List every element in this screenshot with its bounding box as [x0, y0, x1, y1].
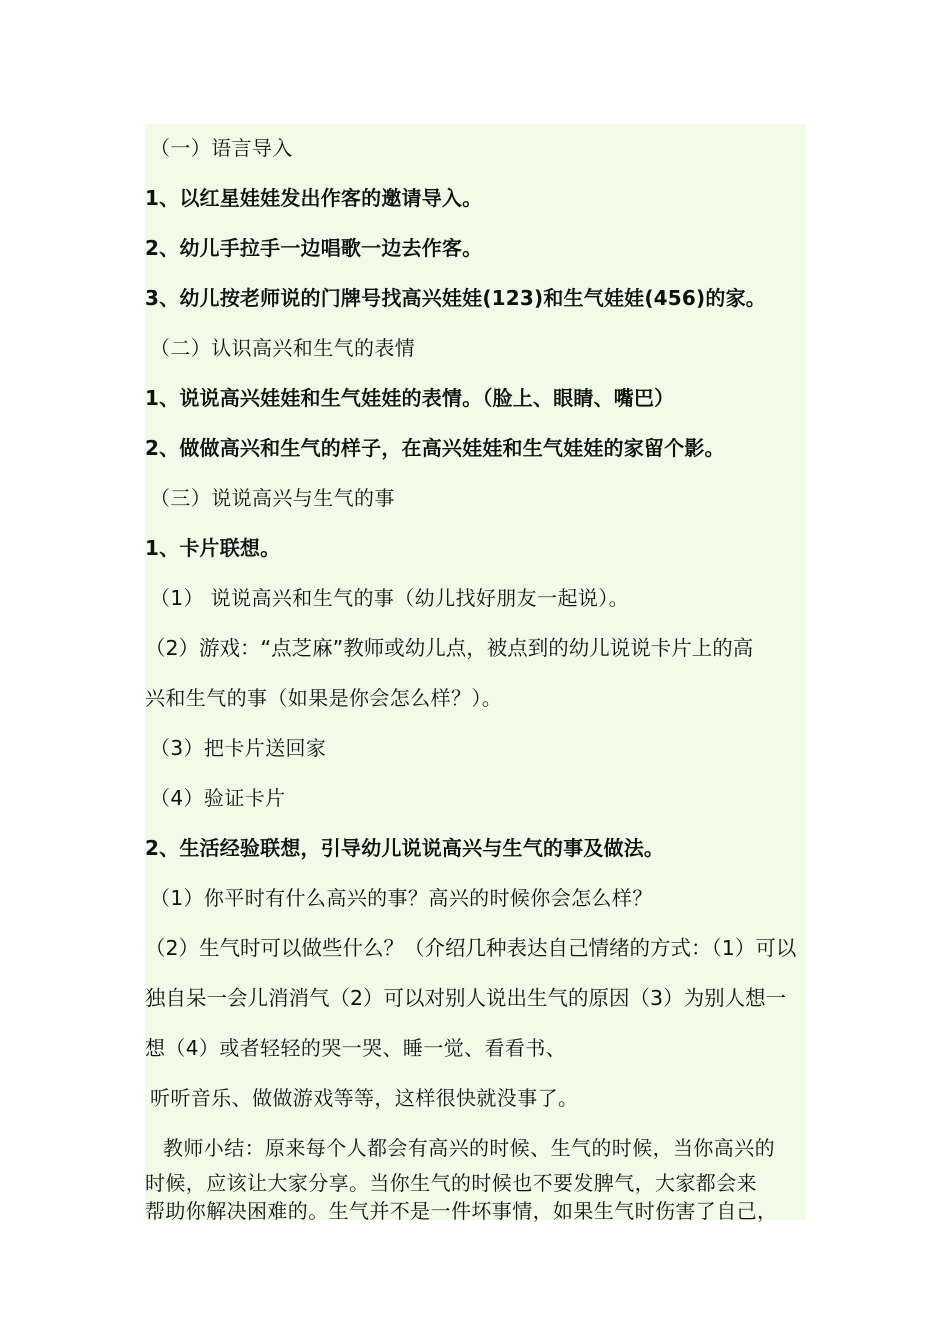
teacher-summary-line-2: 时候，应该让大家分享。当你生气的时候也不要发脾气，大家都会来: [145, 1171, 757, 1195]
teacher-summary-line-3: 帮助你解决困难的。生气并不是一件坏事情，如果生气时伤害了自己，: [145, 1199, 778, 1223]
step-2: 2、幼儿手拉手一边唱歌一边去作客。: [145, 236, 483, 260]
section-heading-3: （三）说说高兴与生气的事: [150, 486, 395, 510]
card-substep-2-line-1: （2）游戏：“点芝麻”教师或幼儿点，被点到的幼儿说说卡片上的高: [145, 636, 754, 660]
expression-step-1: 1、说说高兴娃娃和生气娃娃的表情。（脸上、眼睛、嘴巴）: [145, 386, 675, 410]
card-substep-1: （1） 说说高兴和生气的事（幼儿找好朋友一起说）。: [150, 586, 630, 610]
step-3: 3、幼儿按老师说的门牌号找高兴娃娃(123)和生气娃娃(456)的家。: [145, 286, 766, 310]
step-1: 1、以红星娃娃发出作客的邀请导入。: [145, 186, 483, 210]
section-heading-1: （一）语言导入: [150, 136, 293, 160]
life-substep-2-line-2: 独自呆一会儿消消气（2）可以对别人说出生气的原因（3）为别人想一: [145, 986, 787, 1010]
life-experience-step: 2、生活经验联想，引导幼儿说说高兴与生气的事及做法。: [145, 836, 665, 860]
expression-step-2: 2、做做高兴和生气的样子，在高兴娃娃和生气娃娃的家留个影。: [145, 436, 725, 460]
card-association-step: 1、卡片联想。: [145, 536, 281, 560]
life-substep-2-line-4: 听听音乐、做做游戏等等，这样很快就没事了。: [150, 1086, 579, 1110]
teacher-summary-line-1: 教师小结：原来每个人都会有高兴的时候、生气的时候，当你高兴的: [163, 1136, 775, 1160]
life-substep-2-line-1: （2）生气时可以做些什么？（介绍几种表达自己情绪的方式：（1）可以: [145, 936, 797, 960]
life-substep-1: （1）你平时有什么高兴的事？高兴的时候你会怎么样？: [150, 886, 653, 910]
card-substep-2-line-2: 兴和生气的事（如果是你会怎么样？）。: [145, 686, 503, 710]
card-substep-4: （4）验证卡片: [150, 786, 286, 810]
section-heading-2: （二）认识高兴和生气的表情: [150, 336, 416, 360]
life-substep-2-line-3: 想（4）或者轻轻的哭一哭、睡一觉、看看书、: [145, 1036, 567, 1060]
card-substep-3: （3）把卡片送回家: [150, 736, 327, 760]
